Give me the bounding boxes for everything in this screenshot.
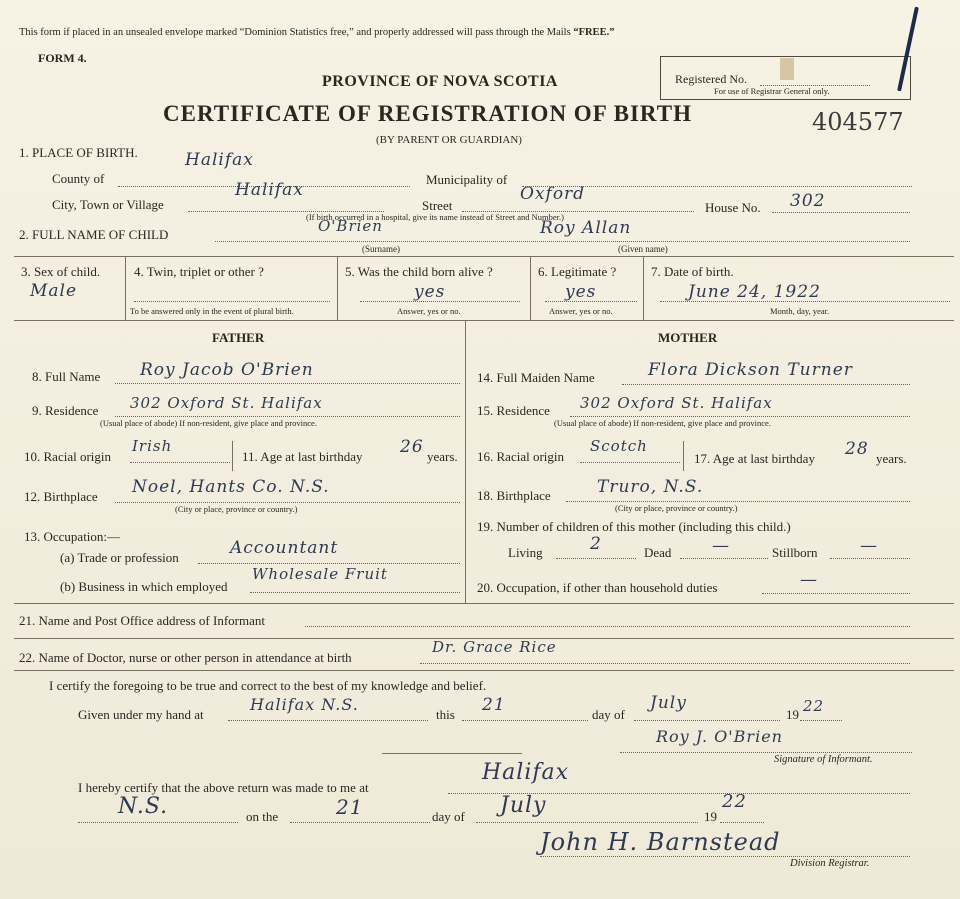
given-month-line: [634, 720, 780, 721]
row3-top-rule: [14, 256, 954, 257]
given-month-value: July: [650, 693, 687, 713]
registered-note: For use of Registrar General only.: [714, 86, 830, 96]
city-value: Halifax: [235, 180, 304, 200]
twin-note: To be answered only in the event of plural birth.: [130, 306, 294, 316]
twin-label: 4. Twin, triplet or other ?: [134, 264, 264, 279]
registrar-signature-line: [540, 856, 910, 857]
informant-label: 21. Name and Post Office address of Informant: [19, 613, 265, 628]
mother-racial-line: [580, 462, 680, 463]
mother-residence-value: 302 Oxford St. Halifax: [580, 394, 773, 412]
registrar-place-cont: N.S.: [118, 794, 169, 819]
father-trade-label: (a) Trade or profession: [60, 550, 179, 565]
mother-residence-label: 15. Residence: [477, 403, 550, 418]
given-caption: (Given name): [618, 244, 668, 254]
row3-bottom-rule: [14, 320, 954, 321]
dob-label: 7. Date of birth.: [651, 264, 734, 279]
mother-dead-label: Dead: [644, 545, 672, 560]
doctor-label: 22. Name of Doctor, nurse or other person in attendance at birth: [19, 650, 352, 665]
row3-divider-2: [337, 257, 338, 320]
father-residence-line: [115, 416, 460, 417]
informant-signature-line: [620, 752, 912, 753]
alive-line: [360, 301, 520, 302]
dob-value: June 24, 1922: [688, 282, 821, 302]
row3-divider-3: [530, 257, 531, 320]
informant-top-rule: [14, 603, 954, 604]
child-name-label: 2. FULL NAME OF CHILD: [19, 227, 169, 242]
sex-value: Male: [30, 281, 78, 301]
father-racial-label: 10. Racial origin: [24, 449, 112, 464]
mother-name-value: Flora Dickson Turner: [648, 360, 853, 380]
informant-line: [305, 626, 910, 627]
registrar-day-value: 21: [336, 795, 364, 819]
mother-occupation-value: —: [800, 570, 818, 590]
father-residence-value: 302 Oxford St. Halifax: [130, 394, 323, 412]
mother-heading: MOTHER: [658, 330, 718, 345]
father-heading: FATHER: [212, 330, 265, 345]
house-value: 302: [790, 191, 826, 211]
informant-signature: Roy J. O'Brien: [656, 727, 783, 746]
registrar-place-value: Halifax: [482, 760, 570, 785]
dob-line: [660, 301, 950, 302]
given-day-line: [462, 720, 588, 721]
signature-caption: Signature of Informant.: [774, 754, 873, 765]
mother-stillborn-value: —: [860, 536, 878, 556]
page-title: CERTIFICATE OF REGISTRATION OF BIRTH: [163, 101, 692, 126]
mother-racial-label: 16. Racial origin: [477, 449, 565, 464]
certificate-number: 404577: [812, 108, 904, 136]
county-label: County of: [52, 171, 105, 186]
mother-residence-line: [570, 416, 910, 417]
row3-divider-1: [125, 257, 126, 320]
father-business-value: Wholesale Fruit: [252, 565, 388, 583]
father-residence-label: 9. Residence: [32, 403, 99, 418]
province-heading: PROVINCE OF NOVA SCOTIA: [322, 73, 558, 90]
alive-value: yes: [414, 282, 446, 302]
parents-divider: [465, 321, 466, 603]
given-label: Given under my hand at: [78, 707, 204, 722]
registrar-year-line: [720, 822, 764, 823]
mother-dead-line: [680, 558, 768, 559]
legit-note: Answer, yes or no.: [549, 306, 613, 316]
street-label: Street: [422, 198, 453, 213]
child-given-value: Roy Allan: [540, 218, 632, 238]
mother-age-divider: [683, 441, 684, 471]
page-subtitle: (BY PARENT OR GUARDIAN): [376, 134, 522, 146]
registrar-day-line: [290, 822, 430, 823]
alive-note: Answer, yes or no.: [397, 306, 461, 316]
father-birthplace-label: 12. Birthplace: [24, 489, 98, 504]
registrar-text: I hereby certify that the above return was made to me at: [78, 780, 369, 795]
row3-divider-4: [643, 257, 644, 320]
father-name-label: 8. Full Name: [32, 369, 101, 384]
given-day-of-label: day of: [592, 707, 625, 722]
on-the-label: on the: [246, 809, 279, 824]
mother-living-label: Living: [508, 545, 543, 560]
signature-short-rule: [382, 753, 522, 754]
mother-birthplace-line: [566, 501, 910, 502]
father-racial-value: Irish: [132, 437, 173, 455]
father-name-value: Roy Jacob O'Brien: [140, 360, 314, 380]
father-birthplace-note: (City or place, province or country.): [175, 504, 298, 514]
mother-stillborn-label: Stillborn: [772, 545, 818, 560]
mother-name-label: 14. Full Maiden Name: [477, 370, 595, 385]
place-of-birth-label: 1. PLACE OF BIRTH.: [19, 145, 138, 160]
mother-racial-value: Scotch: [590, 437, 648, 455]
father-occupation-label: 13. Occupation:—: [24, 529, 121, 544]
dob-note: Month, day, year.: [770, 306, 830, 316]
father-age-value: 26: [400, 437, 424, 457]
mother-occupation-line: [762, 593, 910, 594]
mother-birthplace-value: Truro, N.S.: [597, 477, 704, 497]
mother-residence-note: (Usual place of abode) If non-resident, give place and province.: [554, 418, 771, 428]
municipality-label: Municipality of: [426, 172, 508, 187]
registrar-month-line: [476, 822, 698, 823]
father-name-line: [115, 383, 460, 384]
father-age-divider: [232, 441, 233, 471]
father-residence-note: (Usual place of abode) If non-resident, give place and province.: [100, 418, 317, 428]
street-value: Oxford: [520, 184, 586, 204]
legit-value: yes: [565, 282, 597, 302]
sex-label: 3. Sex of child.: [21, 264, 101, 279]
legit-label: 6. Legitimate ?: [538, 264, 617, 279]
mother-years-label: years.: [876, 451, 907, 466]
mother-name-line: [622, 384, 910, 385]
form-number: FORM 4.: [38, 51, 87, 65]
hospital-note: (If birth occurred in a hospital, give its name instead of Street and Number.): [306, 212, 564, 222]
city-label: City, Town or Village: [52, 197, 164, 212]
given-day-value: 21: [482, 695, 506, 715]
father-trade-line: [198, 563, 460, 564]
surname-caption: (Surname): [362, 244, 400, 254]
mother-occupation-label: 20. Occupation, if other than household duties: [477, 580, 718, 595]
envelope-note: [19, 27, 614, 38]
registrar-stamp-mark: [780, 58, 794, 80]
registered-label: Registered No.: [675, 72, 747, 86]
certify-text: I certify the foregoing to be true and correct to the best of my knowledge and belief.: [49, 678, 487, 693]
father-age-label: 11. Age at last birthday: [242, 449, 363, 464]
doctor-line: [420, 663, 910, 664]
father-trade-value: Accountant: [230, 538, 339, 558]
registrar-signature: John H. Barnstead: [540, 828, 781, 856]
child-name-line: [215, 241, 910, 242]
registrar-caption: Division Registrar.: [790, 858, 870, 869]
mother-stillborn-line: [830, 558, 910, 559]
registrar-year-prefix: 19: [704, 809, 717, 824]
given-place-value: Halifax N.S.: [250, 695, 359, 714]
this-label: this: [436, 707, 455, 722]
child-surname-value: O'Brien: [318, 217, 383, 235]
mother-living-line: [556, 558, 636, 559]
father-racial-line: [130, 462, 230, 463]
mother-living-value: 2: [590, 534, 602, 554]
given-place-line: [228, 720, 428, 721]
house-line: [772, 212, 910, 213]
given-year-line: [800, 720, 842, 721]
house-label: House No.: [705, 200, 761, 215]
registrar-place-cont-line: [78, 822, 238, 823]
envelope-note-text: This form if placed in an unsealed envelope marked “Dominion Statistics free,” and properly addressed will pass through the Mails: [19, 27, 571, 38]
registrar-year-value: 22: [722, 791, 747, 812]
doctor-value: Dr. Grace Rice: [432, 638, 557, 656]
father-business-line: [250, 592, 460, 593]
father-birthplace-value: Noel, Hants Co. N.S.: [132, 477, 330, 497]
registrar-day-of-label: day of: [432, 809, 465, 824]
mother-dead-value: —: [712, 536, 730, 556]
mother-age-value: 28: [845, 439, 869, 459]
father-business-label: (b) Business in which employed: [60, 579, 228, 594]
mother-age-label: 17. Age at last birthday: [694, 451, 815, 466]
mother-birthplace-note: (City or place, province or country.): [615, 503, 738, 513]
father-years-label: years.: [427, 449, 458, 464]
legit-line: [545, 301, 637, 302]
registrar-month-value: July: [500, 793, 547, 818]
twin-line: [134, 301, 330, 302]
mother-birthplace-label: 18. Birthplace: [477, 488, 551, 503]
envelope-note-free: “FREE.”: [573, 27, 615, 38]
given-year-prefix: 19: [786, 707, 799, 722]
father-birthplace-line: [115, 502, 460, 503]
mother-children-label: 19. Number of children of this mother (including this child.): [477, 519, 791, 534]
county-value: Halifax: [185, 150, 254, 170]
given-year-value: 22: [803, 697, 825, 715]
certification-top-rule: [14, 670, 954, 671]
alive-label: 5. Was the child born alive ?: [345, 264, 493, 279]
